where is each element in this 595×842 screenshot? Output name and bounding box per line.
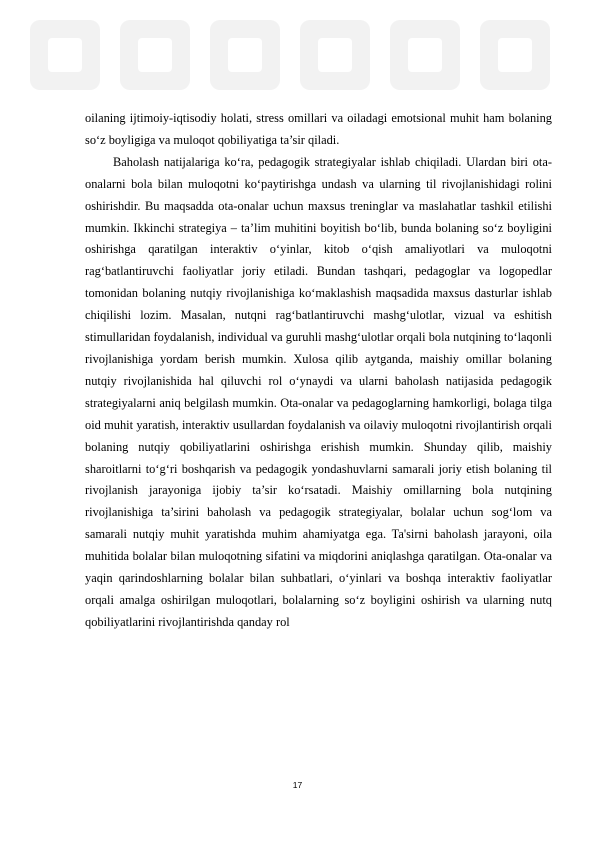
watermark-logo [0, 0, 595, 110]
document-body [85, 108, 552, 634]
page-number: 17 [292, 780, 303, 790]
paragraph-main: Baholash natijalariga ko‘ra, pedagogik strategiyalar ishlab chiqiladi. Ulardan biri ota-onalarni bola bilan muloqotni ko‘paytirishga undash va ularning til rivojlanishidagi rolini oshirishdir. Bu maqsadda ota-onalar uchun maxsus treninglar va maslahatlar tashkil etilishi mumkin. Ikkinchi strategiya – ta’lim muhitini boyitish bo‘lib, bunda bolaning so‘z boyligini oshirishga qaratilgan interaktiv o‘yinlar, kitob o‘qish amaliyotlari va muloqotni rag‘batlantiruvchi faoliyatlar joriy etiladi. Bundan tashqari, pedagoglar va logopedlar tomonidan bolaning nutqiy rivojlanishiga ko‘maklashish maqsadida maxsus dasturlar ishlab chiqilishi lozim. Masalan, nutqni rag‘batlantiruvchi mashg‘ulotlar, vizual va eshitish stimullaridan foydalanish, individual va guruhli mashg‘ulotlar orqali bola nutqining to‘laqonli rivojlanishiga yordam berish mumkin. Xulosa qilib aytganda, maishiy omillar bolaning nutqiy rivojlanishida hal qiluvchi rol o‘ynaydi va ularni baholash natijasida pedagogik strategiyalarni aniq belgilash mumkin. Ota-onalar va pedagoglarning hamkorligi, bolaga tilga oid muhit yaratish, interaktiv usullardan foydalanish va oilaviy muloqotni rivojlantirish orqali bolaning nutqiy qobiliyatlarini oshirishga erishish mumkin. Shunday qilib, maishiy sharoitlarni to‘g‘ri boshqarish va pedagogik yondashuvlarni samarali joriy etish bolaning til rivojlanish jarayoniga ijobiy ta’sir ko‘rsatadi. Maishiy omillarning bola nutqining rivojlanishiga ta’sirini baholash va pedagogik strategiyalar, bolalar uchun sog‘lom va samarali nutqiy muhit yaratishda muhim ahamiyatga ega. Ta'sirni baholash jarayoni, oila muhitida bolalar bilan muloqotning sifatini va miqdorini aniqlashga qaratilgan. Ota-onalar va yaqin qarindoshlarning bolalar bilan suhbatlari, o‘yinlari va boshqa interaktiv faoliyatlar orqali amalga oshirilgan muloqotlari, bolalarning so‘z boyligini oshirish va ularning nutq qobiliyatlarini rivojlantirishda qanday rol [85, 154, 552, 629]
paragraph-continuation: oilaning ijtimoiy-iqtisodiy holati, stress omillari va oiladagi emotsional muhit ham bolaning so‘z boyligiga va muloqot qobiliyatiga ta’sir qiladi. [85, 111, 552, 147]
